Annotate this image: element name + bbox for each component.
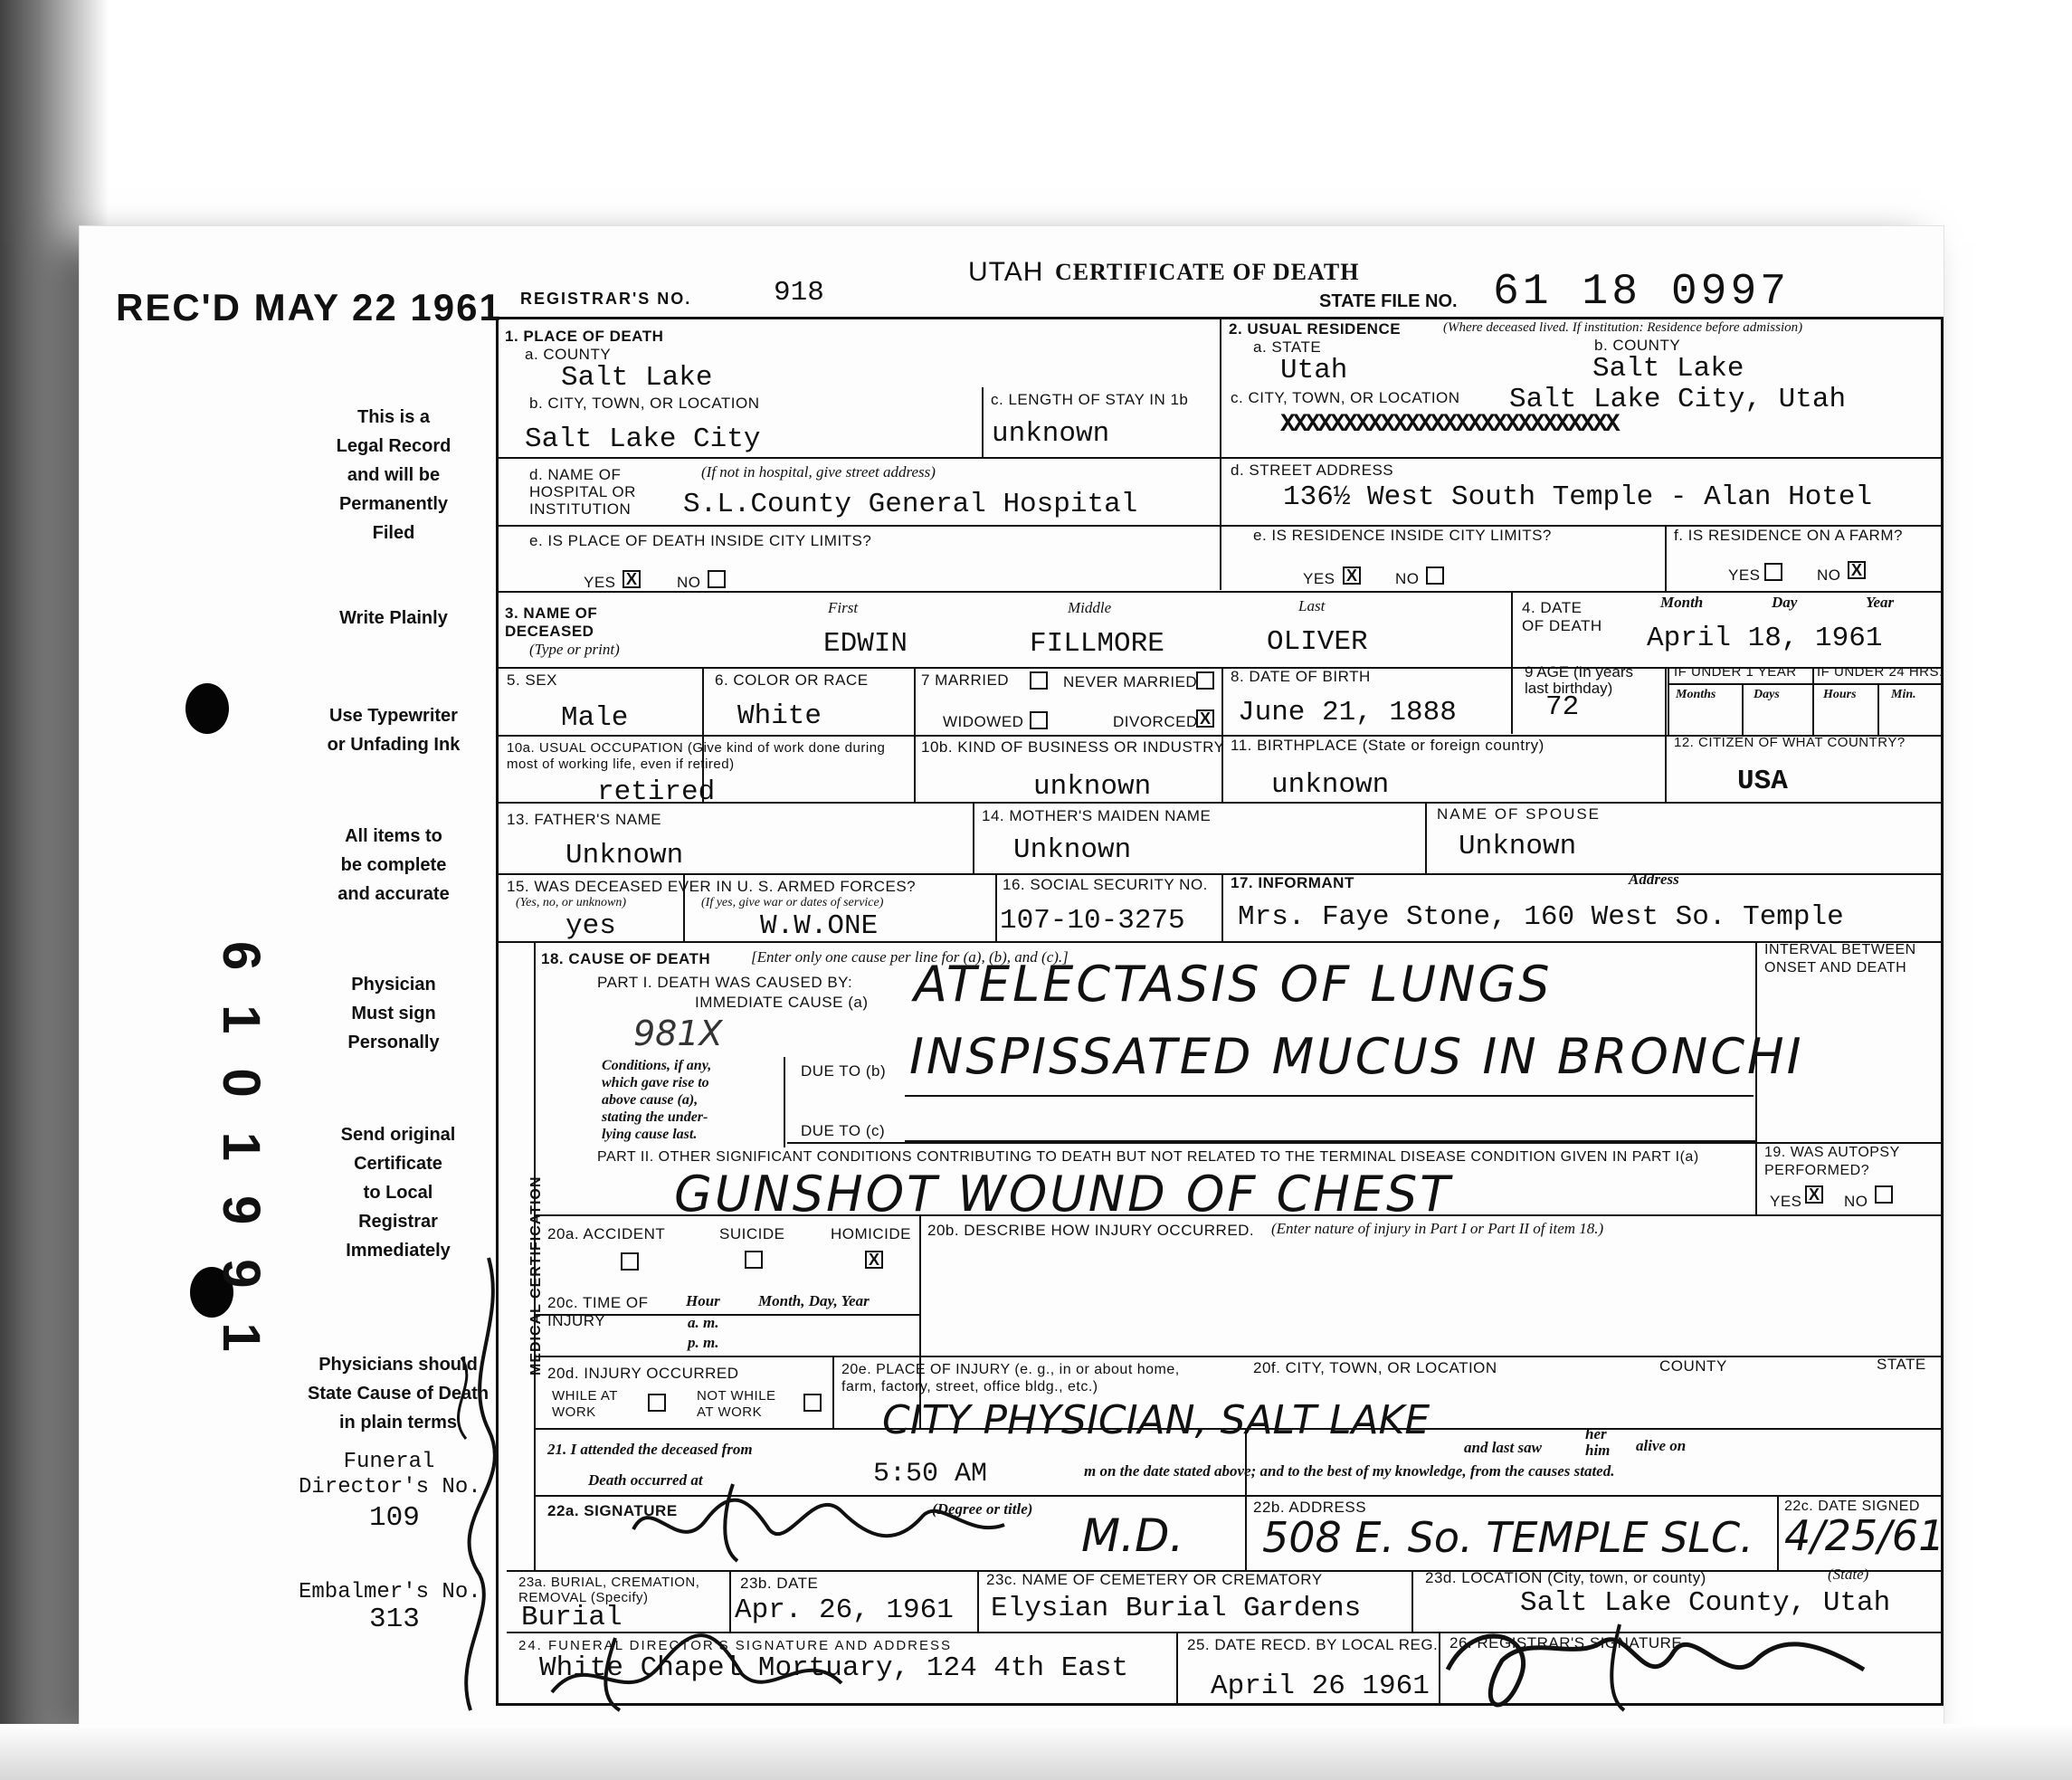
medical-certification-label: MEDICAL CERTIFICATION (528, 1176, 544, 1375)
scan-shadow-bottom (0, 1724, 2072, 1780)
side-note-send: Send original Certificate to Local Registrar Immediately (340, 1125, 456, 1261)
not-while-at-work-label: NOT WHILE AT WORK (697, 1388, 776, 1420)
hospital-name: S.L.County General Hospital (683, 489, 1138, 520)
rule (1877, 683, 1879, 735)
residence-state: Utah (1280, 355, 1348, 386)
hour-label: Hour (686, 1292, 720, 1309)
am-label: a. m. (688, 1314, 719, 1331)
rule (1668, 683, 1942, 685)
citizen-label: 12. CITIZEN OF WHAT COUNTRY? (1674, 735, 1906, 750)
cemetery-label: 23c. NAME OF CEMETERY OR CREMATORY (986, 1571, 1323, 1588)
rule (1665, 667, 1667, 803)
registrar-no-label: REGISTRAR'S NO. (520, 290, 692, 308)
rule (973, 802, 974, 874)
middle-name: FILLMORE (1030, 628, 1164, 660)
residence-county-label: b. COUNTY (1594, 337, 1681, 354)
war-service: W.W.ONE (760, 910, 879, 942)
side-note-physician: Physician Must sign Personally (347, 975, 440, 1052)
interval-label: INTERVAL BETWEEN ONSET AND DEATH (1764, 942, 1916, 976)
residence-city: Salt Lake City, Utah (1509, 384, 1847, 415)
physician-signature (624, 1475, 1059, 1566)
ssn-label: 16. SOCIAL SECURITY NO. (1003, 876, 1208, 893)
location-state-label: (State) (1828, 1566, 1869, 1583)
length-of-stay-label: c. LENGTH OF STAY IN 1b (991, 391, 1189, 408)
first-name: EDWIN (823, 628, 908, 660)
while-at-work-checkbox[interactable] (648, 1394, 666, 1412)
city-of-injury-label: 20f. CITY, TOWN, OR LOCATION (1253, 1359, 1497, 1376)
immediate-cause-label: IMMEDIATE CAUSE (a) (695, 994, 869, 1011)
widowed-label: WIDOWED (943, 713, 1024, 730)
business: unknown (1033, 771, 1152, 803)
day-label: Day (1772, 594, 1798, 611)
race: White (737, 700, 822, 732)
time-of-injury-label: 20c. TIME OF INJURY (547, 1294, 649, 1329)
business-label: 10b. KIND OF BUSINESS OR INDUSTRY (921, 738, 1225, 756)
farm-label: f. IS RESIDENCE ON A FARM? (1674, 527, 1903, 544)
birthplace: unknown (1271, 769, 1390, 801)
age-label: 9 AGE (In years last birthday) (1525, 663, 1633, 697)
funeral-director-sig-label: 24. FUNERAL DIRECTOR'S SIGNATURE AND ADDRESS (518, 1638, 953, 1653)
registrar-sig-label: 26. REGISTRAR'S SIGNATURE (1449, 1634, 1683, 1651)
registrar-no: 918 (774, 277, 824, 309)
attended-text: CITY PHYSICIAN, SALT LAKE (882, 1397, 1430, 1443)
widowed-checkbox[interactable] (1030, 711, 1048, 729)
side-note-typewriter: Use Typewriter or Unfading Ink (327, 706, 461, 755)
rule (1755, 1142, 1757, 1214)
armed-forces-label: 15. WAS DECEASED EVER IN U. S. ARMED FORCES? (507, 878, 917, 895)
rule (982, 387, 984, 458)
mother-name: Unknown (1013, 834, 1132, 866)
married-label: 7 MARRIED (921, 671, 1010, 689)
describe-note: (Enter nature of injury in Part I or Part II of item 18.) (1271, 1220, 1604, 1237)
year-label: Year (1866, 594, 1895, 611)
rule (1812, 667, 1814, 735)
rule (1245, 1495, 1247, 1571)
margin-signature (425, 1249, 525, 1719)
funeral-director-label: Funeral Director's No. (299, 1450, 481, 1499)
residence-county: Salt Lake (1592, 353, 1744, 385)
death-inside-no-checkbox[interactable] (708, 570, 726, 588)
on-date-text: m on the date stated above; and to the best of my knowledge, from the causes stated. (1084, 1462, 1615, 1480)
sex: Male (561, 702, 629, 734)
received-stamp: REC'D MAY 22 1961 (116, 286, 502, 328)
burial-location: Salt Lake County, Utah (1520, 1587, 1891, 1619)
usual-residence-label: 2. USUAL RESIDENCE (1229, 320, 1402, 338)
alive-on-label: alive on (1636, 1437, 1687, 1454)
date-signed-label: 22c. DATE SIGNED (1784, 1499, 1920, 1514)
ssn: 107-10-3275 (1000, 905, 1185, 937)
first-label: First (828, 599, 859, 616)
sex-label: 5. SEX (507, 671, 557, 689)
state-file-no: 61 18 0997 (1493, 268, 1791, 317)
rule (1176, 1632, 1178, 1704)
no-label: NO (1817, 566, 1841, 584)
rule (977, 1570, 979, 1632)
hospital-note: (If not in hospital, give street address) (701, 463, 936, 481)
armed-forces: yes (566, 910, 616, 942)
armed-note-1: (Yes, no, or unknown) (516, 896, 626, 909)
physician-address: 508 E. So. TEMPLE SLC. (1262, 1513, 1754, 1562)
divorced-checkbox[interactable]: X (1196, 709, 1214, 728)
no-label: NO (1844, 1193, 1868, 1210)
spouse-name: Unknown (1459, 831, 1577, 862)
name-note: (Type or print) (529, 641, 620, 658)
date-of-death-label: 4. DATE OF DEATH (1522, 599, 1602, 634)
death-city: Salt Lake City (525, 424, 761, 455)
burial-label: 23a. BURIAL, CREMATION, REMOVAL (Specify) (518, 1575, 700, 1605)
not-while-at-work-checkbox[interactable] (803, 1394, 822, 1412)
title-state: UTAH (968, 257, 1044, 287)
date-of-birth: June 21, 1888 (1238, 697, 1457, 728)
rule (905, 1095, 1754, 1097)
yes-label: YES (1728, 566, 1761, 584)
pm-label: p. m. (688, 1334, 719, 1351)
time-of-death: 5:50 AM (873, 1459, 988, 1490)
physician-address-label: 22b. ADDRESS (1253, 1499, 1367, 1516)
embalmer-no: 313 (369, 1604, 420, 1635)
date-recd-label: 25. DATE RECD. BY LOCAL REG. (1187, 1636, 1439, 1653)
last-name: OLIVER (1267, 626, 1368, 658)
race-label: 6. COLOR OR RACE (715, 671, 869, 689)
last-saw-label: and last saw (1464, 1439, 1542, 1456)
rule (1777, 1495, 1779, 1571)
injury-occurred-label: 20d. INJURY OCCURRED (547, 1365, 739, 1382)
yes-label: YES (1303, 570, 1335, 587)
informant: Mrs. Faye Stone, 160 West So. Temple (1238, 901, 1844, 933)
place-of-injury-label: 20e. PLACE OF INJURY (e. g., in or about home, farm, factory, street, office bldg., etc.) (841, 1362, 1180, 1394)
hours-label: Hours (1823, 688, 1857, 701)
spouse-label: NAME OF SPOUSE (1437, 805, 1602, 823)
month-label: Month (1660, 594, 1704, 611)
state-file-label: STATE FILE NO. (1319, 291, 1458, 311)
rule (1221, 873, 1223, 942)
married-checkbox[interactable] (1030, 671, 1048, 690)
date-recd: April 26 1961 (1211, 1671, 1430, 1702)
accident-label: 20a. ACCIDENT (547, 1225, 666, 1242)
burial-date: Apr. 26, 1961 (735, 1594, 954, 1626)
dob-label: 8. DATE OF BIRTH (1231, 668, 1371, 685)
attended-label: 21. I attended the deceased from (547, 1441, 753, 1458)
mother-label: 14. MOTHER'S MAIDEN NAME (982, 807, 1212, 824)
last-label: Last (1298, 597, 1326, 614)
title-main: CERTIFICATE OF DEATH (1055, 259, 1360, 285)
rule (1665, 525, 1667, 592)
residence-inside-limits-label: e. IS RESIDENCE INSIDE CITY LIMITS? (1253, 527, 1552, 544)
degree-label: (Degree or title) (932, 1500, 1033, 1518)
while-at-work-label: WHILE AT WORK (552, 1388, 618, 1420)
struck-out-text: XXXXXXXXXXXXXXXXXXXXXXXXXXX (1280, 411, 1618, 439)
under-1-year-label: IF UNDER 1 YEAR (1674, 664, 1797, 680)
burial-type: Burial (521, 1602, 623, 1633)
rule (832, 1356, 834, 1428)
father-label: 13. FATHER'S NAME (507, 811, 662, 828)
rule (995, 873, 997, 942)
citizen: USA (1737, 766, 1788, 797)
part1-label: PART I. DEATH WAS CAUSED BY: (597, 974, 853, 991)
embalmer-label: Embalmer's No. (299, 1580, 481, 1604)
rule (914, 667, 916, 803)
describe-label: 20b. DESCRIBE HOW INJURY OCCURRED. (927, 1222, 1255, 1239)
rule (534, 1356, 1942, 1357)
rule (1425, 802, 1427, 874)
cemetery: Elysian Burial Gardens (991, 1593, 1362, 1624)
residence-note: (Where deceased lived. If institution: Residence before admission) (1443, 320, 1803, 335)
date-of-death: April 18, 1961 (1647, 623, 1883, 654)
father-name: Unknown (566, 840, 684, 871)
yes-label: YES (584, 574, 616, 591)
farm-no-checkbox[interactable]: X (1848, 561, 1866, 579)
age: 72 (1545, 691, 1580, 723)
death-occurred-at-label: Death occurred at (588, 1471, 703, 1489)
occupation: retired (597, 776, 716, 808)
rule (496, 941, 1944, 943)
part2-condition: GUNSHOT WOUND OF CHEST (674, 1166, 1453, 1223)
punch-hole-icon (185, 683, 229, 734)
min-label: Min. (1891, 688, 1916, 701)
injury-county-label: COUNTY (1659, 1357, 1727, 1375)
rule (1668, 667, 1669, 735)
armed-note-2: (If yes, give war or dates of service) (701, 896, 884, 909)
suicide-label: SUICIDE (719, 1225, 785, 1242)
degree: M.D. (1081, 1509, 1184, 1562)
never-married-checkbox[interactable] (1196, 671, 1214, 690)
side-note-write: Write Plainly (339, 608, 448, 628)
address-label: Address (1629, 871, 1679, 888)
months-label: Months (1676, 688, 1716, 701)
rule (1742, 683, 1744, 735)
days-label: Days (1754, 688, 1780, 701)
accident-checkbox[interactable] (621, 1252, 639, 1271)
cause-a: ATELECTASIS OF LUNGS (914, 956, 1553, 1013)
yes-label: YES (1770, 1193, 1802, 1210)
her-him-label: her him (1585, 1425, 1611, 1459)
rule (1220, 317, 1221, 590)
rule (1221, 667, 1223, 803)
due-to-c-label: DUE TO (c) (801, 1122, 886, 1139)
birthplace-label: 11. BIRTHPLACE (State or foreign country) (1231, 737, 1544, 754)
rule (1411, 1570, 1413, 1632)
autopsy-no-checkbox[interactable] (1875, 1185, 1893, 1204)
vertical-file-number: 6101991 (212, 941, 271, 1386)
burial-date-label: 23b. DATE (740, 1575, 819, 1592)
rule (496, 873, 1944, 875)
cause-code: 981X (633, 1014, 723, 1053)
side-note-complete: All items to be complete and accurate (337, 826, 450, 904)
rule (905, 1140, 1755, 1142)
rule (496, 591, 1944, 593)
street-address: 136½ West South Temple - Alan Hotel (1283, 481, 1873, 513)
side-note-state-cause: Physicians should State Cause of Death in plain terms (308, 1355, 489, 1433)
farm-yes-checkbox[interactable] (1764, 563, 1782, 581)
funeral-director-no: 109 (369, 1502, 420, 1534)
middle-label: Middle (1068, 599, 1112, 616)
county-label: a. COUNTY (525, 346, 612, 363)
mdy-label: Month, Day, Year (758, 1292, 870, 1309)
hospital-label: d. NAME OF HOSPITAL OR INSTITUTION (529, 466, 636, 518)
suicide-checkbox[interactable] (745, 1251, 763, 1269)
funeral-director-address: White Chapel Mortuary, 124 4th East (539, 1652, 1129, 1684)
cause-note: [Enter only one cause per line for (a), (b), and (c).] (751, 948, 1069, 966)
death-inside-limits-label: e. IS PLACE OF DEATH INSIDE CITY LIMITS? (529, 532, 872, 549)
divorced-label: DIVORCED (1113, 713, 1198, 730)
death-inside-yes-checkbox[interactable]: X (623, 570, 641, 588)
injury-state-label: STATE (1877, 1356, 1926, 1373)
side-note-legal: This is a Legal Record and will be Permanently Filed (336, 407, 451, 543)
residence-inside-no-checkbox[interactable] (1426, 566, 1444, 585)
homicide-label: HOMICIDE (831, 1225, 911, 1242)
autopsy-label: 19. WAS AUTOPSY PERFORMED? (1764, 1145, 1900, 1178)
autopsy-yes-checkbox[interactable]: X (1805, 1185, 1823, 1204)
homicide-checkbox[interactable]: X (865, 1251, 883, 1269)
rule (919, 1214, 921, 1428)
length-of-stay: unknown (992, 418, 1110, 450)
never-married-label: NEVER MARRIED (1063, 673, 1198, 690)
registrar-signature (1439, 1606, 1909, 1715)
funeral-director-signature (534, 1611, 914, 1719)
place-of-death-label: 1. PLACE OF DEATH (505, 328, 664, 345)
cause-b: INSPISSATED MUCUS IN BRONCHI (909, 1028, 1804, 1085)
residence-state-label: a. STATE (1253, 338, 1322, 356)
date-signed: 4/25/61 (1784, 1511, 1945, 1560)
death-county: Salt Lake (561, 362, 713, 394)
rule (784, 1057, 785, 1147)
residence-inside-yes-checkbox[interactable]: X (1343, 566, 1361, 585)
occupation-label: 10a. USUAL OCCUPATION (Give kind of work done during most of working life, even if retired) (507, 740, 886, 772)
no-label: NO (1395, 570, 1420, 587)
informant-label: 17. INFORMANT (1231, 874, 1354, 891)
no-label: NO (677, 574, 701, 591)
part2-label: PART II. OTHER SIGNIFICANT CONDITIONS CONTRIBUTING TO DEATH BUT NOT RELATED TO THE TERMINAL DISEASE CONDITION GIVEN IN PART I(a) (597, 1149, 1699, 1165)
rule (1511, 591, 1513, 667)
cause-of-death-label: 18. CAUSE OF DEATH (541, 950, 711, 967)
under-24-hrs-label: IF UNDER 24 HRS. (1817, 664, 1944, 680)
conditions-note: Conditions, if any, which gave rise to above cause (a), stating the under- lying cause last. (602, 1058, 712, 1142)
location-label: 23d. LOCATION (City, town, or county) (1425, 1569, 1706, 1586)
name-label: 3. NAME OF DECEASED (505, 604, 598, 640)
due-to-b-label: DUE TO (b) (801, 1062, 887, 1080)
street-address-label: d. STREET ADDRESS (1231, 462, 1394, 479)
residence-city-label: c. CITY, TOWN, OR LOCATION (1231, 389, 1460, 406)
signature-label: 22a. SIGNATURE (547, 1502, 678, 1519)
death-city-label: b. CITY, TOWN, OR LOCATION (529, 395, 760, 412)
